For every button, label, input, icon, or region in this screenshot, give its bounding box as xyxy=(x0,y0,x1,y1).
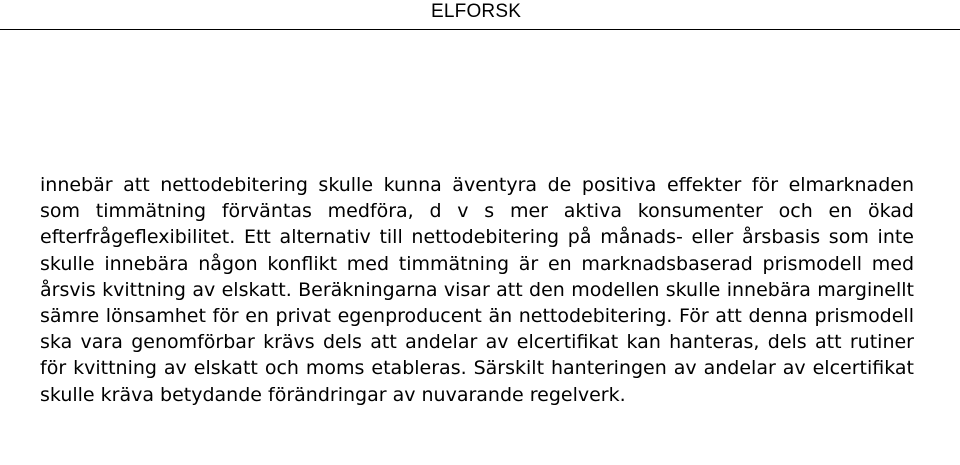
header-title: ELFORSK xyxy=(431,1,522,22)
header-divider xyxy=(0,29,960,30)
body-paragraph: innebär att nettodebitering skulle kunna äventyra de positiva effekter för elmarknaden som timmätning förväntas medföra, d v s mer aktiva konsumenter och en ökad efterfrågeflexibilitet. Ett alternativ till nettodebitering på månads- eller årsbasis som inte skulle innebära någon konflikt med timmätning är en marknadsbaserad prismodell med årsvis kvittning av elskatt. Beräkningarna visar att den modellen skulle innebära marginellt sämre lönsamhet för en privat egenproducent än nettodebitering. För att denna prismodell ska vara genomförbar krävs dels att andelar av elcertifikat kan hanteras, dels att rutiner för kvittning av elskatt och moms etableras. Särskilt hanteringen av andelar av elcertifikat skulle kräva betydande förändringar av nuvarande regelverk. xyxy=(40,174,914,406)
page-header xyxy=(0,0,960,32)
